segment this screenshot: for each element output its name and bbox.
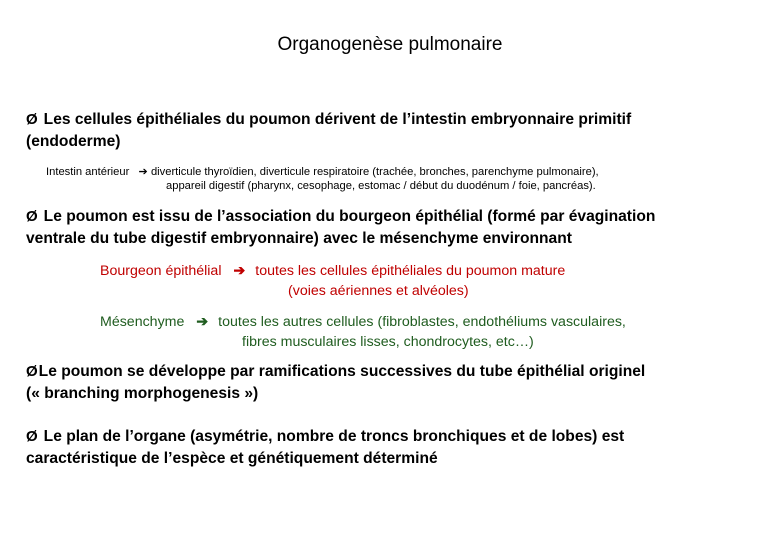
detail-1-line-2: appareil digestif (pharynx, cesophage, estomac / début du duodénum / foie, pancréas). [166,180,596,192]
detail-1-label: Intestin antérieur [46,166,130,178]
bourgeon-line-2: (voies aériennes et alvéoles) [288,283,469,299]
bullet-1-line-1 [26,111,631,129]
mesenchyme-line-1 [100,314,626,330]
bullet-3-line-2: (« branching morphogenesis ») [26,385,259,402]
arrow-right-icon: ➔ [138,166,148,178]
bullet-1-line-2: (endoderme) [26,133,121,150]
bullet-arrowhead-icon: Ø [26,363,38,380]
bullet-2-line-2: ventrale du tube digestif embryonnaire) avec le mésenchyme environnant [26,230,572,247]
bullet-arrowhead-icon: Ø [26,208,38,225]
bullet-2-line-1 [26,208,655,226]
bullet-3-line-1 [26,363,645,381]
detail-1-line-1 [46,165,599,178]
bullet-3-text: Le poumon se développe par ramifications successives du tube épithélial originel [38,363,646,380]
bullet-arrowhead-icon: Ø [26,111,38,128]
arrow-right-icon: ➔ [233,263,246,279]
bullet-4-line-1 [26,428,624,446]
mesenchyme-label: Mésenchyme [100,314,185,330]
mesenchyme-line-2: fibres musculaires lisses, chondrocytes, etc…) [242,334,534,350]
bullet-1-text: Les cellules épithéliales du poumon dérivent de l’intestin embryonnaire primitif [43,111,632,128]
mesenchyme-text: toutes les autres cellules (fibroblastes, endothéliums vasculaires, [218,314,626,330]
bullet-4-line-2: caractéristique de l’espèce et génétiquement déterminé [26,450,438,467]
bourgeon-text: toutes les cellules épithéliales du poumon mature [255,263,566,279]
bullet-4-text: Le plan de l’organe (asymétrie, nombre de troncs bronchiques et de lobes) est [43,428,625,445]
slide-title: Organogenèse pulmonaire [277,34,503,55]
detail-1-text: diverticule thyroïdien, diverticule respiratoire (trachée, bronches, parenchyme pulmonaire), [150,166,599,178]
bourgeon-line-1 [100,263,565,279]
bullet-2-text: Le poumon est issu de l’association du bourgeon épithélial (formé par évagination [43,208,656,225]
arrow-right-icon: ➔ [196,314,209,330]
bourgeon-label: Bourgeon épithélial [100,263,222,279]
bullet-arrowhead-icon: Ø [26,428,38,445]
